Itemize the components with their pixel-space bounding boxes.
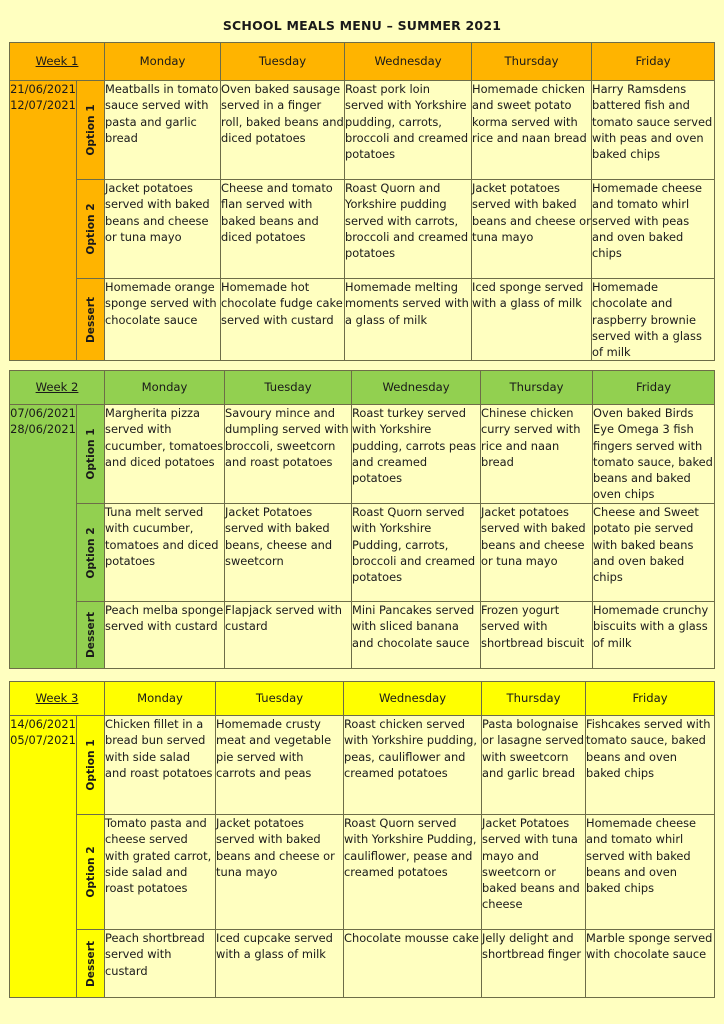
meal-cell: Jacket Potatoes served with baked beans, cheese and sweetcorn <box>225 504 352 602</box>
meal-cell: Homemade chicken and sweet potato korma served with rice and naan bread <box>472 81 592 180</box>
meal-cell: Jacket Potatoes served with tuna mayo and sweetcorn or baked beans and cheese <box>482 815 586 930</box>
week-label: Week 2 <box>10 371 105 405</box>
row-label-dessert: Dessert <box>77 602 105 669</box>
meal-cell: Roast chicken served with Yorkshire pudding, peas, cauliflower and creamed potatoes <box>344 716 482 815</box>
meal-cell: Roast Quorn served with Yorkshire Pudding, cauliflower, pease and creamed potatoes <box>344 815 482 930</box>
meal-cell: Homemade crunchy biscuits with a glass of milk <box>593 602 715 669</box>
week-label: Week 1 <box>10 43 105 81</box>
meal-cell: Tomato pasta and cheese served with grated carrot, side salad and roast potatoes <box>105 815 216 930</box>
meal-cell: Homemade melting moments served with a glass of milk <box>345 279 472 361</box>
row-label-option-2: Option 2 <box>77 504 105 602</box>
meal-cell: Iced sponge served with a glass of milk <box>472 279 592 361</box>
day-header-thursday: Thursday <box>472 43 592 81</box>
day-header-wednesday: Wednesday <box>345 43 472 81</box>
day-header-wednesday: Wednesday <box>344 682 482 716</box>
meal-cell: Chinese chicken curry served with rice and naan bread <box>481 405 593 504</box>
day-header-thursday: Thursday <box>481 371 593 405</box>
meal-cell: Savoury mince and dumpling served with broccoli, sweetcorn and roast potatoes <box>225 405 352 504</box>
meal-cell: Jacket potatoes served with baked beans and cheese or tuna mayo <box>472 180 592 279</box>
week-3-table <box>9 681 715 998</box>
day-header-thursday: Thursday <box>482 682 586 716</box>
meal-cell: Chicken fillet in a bread bun served with side salad and roast potatoes <box>105 716 216 815</box>
meal-cell: Chocolate mousse cake <box>344 930 482 998</box>
meal-cell: Jacket potatoes served with baked beans and cheese or tuna mayo <box>216 815 344 930</box>
meal-cell: Homemade orange sponge served with chocolate sauce <box>105 279 221 361</box>
meal-cell: Mini Pancakes served with sliced banana and chocolate sauce <box>352 602 481 669</box>
meal-cell: Jacket potatoes served with baked beans and cheese or tuna mayo <box>105 180 221 279</box>
meal-cell: Cheese and Sweet potato pie served with baked beans and oven baked chips <box>593 504 715 602</box>
meal-cell: Oven baked Birds Eye Omega 3 fish fingers served with tomato sauce, baked beans and baked oven chips <box>593 405 715 504</box>
week-dates <box>10 716 77 998</box>
meal-cell: Homemade chocolate and raspberry brownie served with a glass of milk <box>592 279 715 361</box>
day-header-tuesday: Tuesday <box>216 682 344 716</box>
week-label: Week 3 <box>10 682 105 716</box>
meal-cell: Oven baked sausage served in a finger roll, baked beans and diced potatoes <box>221 81 345 180</box>
meal-cell: Roast pork loin served with Yorkshire pudding, carrots, broccoli and creamed potatoes <box>345 81 472 180</box>
meal-cell: Frozen yogurt served with shortbread biscuit <box>481 602 593 669</box>
meal-cell: Jacket potatoes served with baked beans and cheese or tuna mayo <box>481 504 593 602</box>
meal-cell: Roast Quorn and Yorkshire pudding served with carrots, broccoli and creamed potatoes <box>345 180 472 279</box>
meal-cell: Peach melba sponge served with custard <box>105 602 225 669</box>
meal-cell: Cheese and tomato flan served with baked beans and diced potatoes <box>221 180 345 279</box>
day-header-wednesday: Wednesday <box>352 371 481 405</box>
meal-cell: Flapjack served with custard <box>225 602 352 669</box>
meal-cell: Meatballs in tomato sauce served with pasta and garlic bread <box>105 81 221 180</box>
row-label-option-1: Option 1 <box>77 81 105 180</box>
meal-cell: Pasta bolognaise or lasagne served with sweetcorn and garlic bread <box>482 716 586 815</box>
meal-cell: Homemade hot chocolate fudge cake served with custard <box>221 279 345 361</box>
date-2: 12/07/2021 <box>10 98 76 113</box>
row-label-option-1: Option 1 <box>77 716 105 815</box>
row-label-option-2: Option 2 <box>77 815 105 930</box>
week-2-table <box>9 370 715 669</box>
meal-cell: Peach shortbread served with custard <box>105 930 216 998</box>
meal-cell: Homemade cheese and tomato whirl served with peas and oven baked chips <box>592 180 715 279</box>
day-header-monday: Monday <box>105 43 221 81</box>
day-header-monday: Monday <box>105 371 225 405</box>
meal-cell: Marble sponge served with chocolate sauce <box>586 930 715 998</box>
meal-cell: Jelly delight and shortbread finger <box>482 930 586 998</box>
day-header-tuesday: Tuesday <box>225 371 352 405</box>
row-label-option-2: Option 2 <box>77 180 105 279</box>
row-label-option-1: Option 1 <box>77 405 105 504</box>
day-header-friday: Friday <box>592 43 715 81</box>
row-label-dessert: Dessert <box>77 930 105 998</box>
date-2: 05/07/2021 <box>10 733 76 748</box>
week-dates <box>10 81 77 361</box>
day-header-tuesday: Tuesday <box>221 43 345 81</box>
day-header-friday: Friday <box>593 371 715 405</box>
meal-cell: Roast Quorn served with Yorkshire Pudding, carrots, broccoli and creamed potatoes <box>352 504 481 602</box>
page-title: SCHOOL MEALS MENU – SUMMER 2021 <box>222 18 502 33</box>
row-label-dessert: Dessert <box>77 279 105 361</box>
meal-cell: Homemade cheese and tomato whirl served with baked beans and oven baked chips <box>586 815 715 930</box>
date-2: 28/06/2021 <box>10 422 76 437</box>
meal-cell: Tuna melt served with cucumber, tomatoes and diced potatoes <box>105 504 225 602</box>
week-1-table <box>9 42 715 361</box>
meal-cell: Iced cupcake served with a glass of milk <box>216 930 344 998</box>
meal-cell: Fishcakes served with tomato sauce, baked beans and oven baked chips <box>586 716 715 815</box>
week-dates <box>10 405 77 669</box>
meal-cell: Margherita pizza served with cucumber, tomatoes and diced potatoes <box>105 405 225 504</box>
meal-cell: Roast turkey served with Yorkshire pudding, carrots peas and creamed potatoes <box>352 405 481 504</box>
date-1: 21/06/2021 <box>10 82 76 96</box>
date-1: 14/06/2021 <box>10 717 76 731</box>
day-header-monday: Monday <box>105 682 216 716</box>
meal-cell: Homemade crusty meat and vegetable pie served with carrots and peas <box>216 716 344 815</box>
day-header-friday: Friday <box>586 682 715 716</box>
meal-cell: Harry Ramsdens battered fish and tomato sauce served with peas and oven baked chips <box>592 81 715 180</box>
date-1: 07/06/2021 <box>10 406 76 420</box>
